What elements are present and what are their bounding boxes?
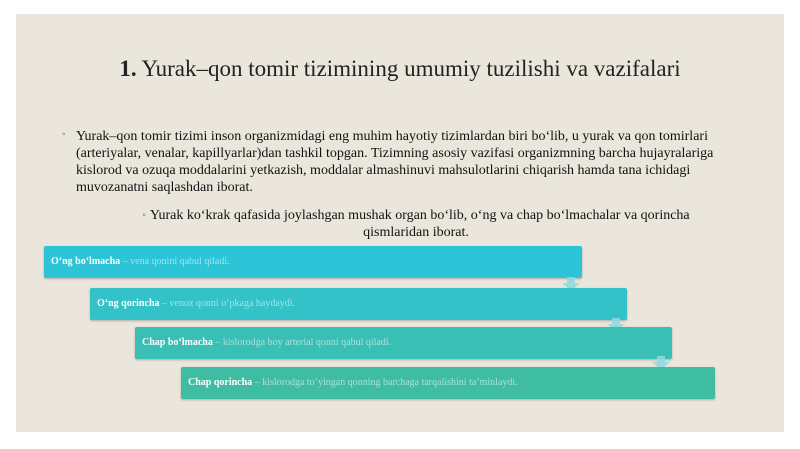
bullet-paragraph-2 bbox=[116, 207, 716, 241]
process-step-right-ventricle bbox=[90, 288, 627, 320]
title-text: Yurak–qon tomir tizimining umumiy tuzilishi va vazifalari bbox=[141, 56, 681, 81]
step-description: vena qonini qabul qiladi. bbox=[130, 256, 230, 267]
step-separator: – bbox=[120, 256, 131, 267]
step-separator: – bbox=[212, 337, 223, 348]
step-description: kislorodga boy arterial qonni qabul qiladi. bbox=[222, 337, 392, 348]
process-step-left-atrium bbox=[135, 327, 672, 359]
bullet-text: Yurak koʻkrak qafasida joylashgan mushak organ boʻlib, oʻng va chap boʻlmachalar va qorincha qismlaridan iborat. bbox=[149, 208, 690, 240]
bullet-marker-icon: ◦ bbox=[62, 129, 66, 140]
step-name: Chap qorincha bbox=[188, 377, 253, 388]
step-separator: – bbox=[159, 298, 170, 309]
bullet-text: Yurak–qon tomir tizimi inson organizmidagi eng muhim hayotiy tizimlardan biri boʻlib, u yurak va qon tomirlari (arteriyalar, venalar, kapillyarlar)dan tashkil topgan. Tizimning asosiy vazifasi organizmning barcha hujayralariga kislorod va ozuqa moddalarini yetkazish, moddalar almashinuvi mahsulotlarini chiqarish hamda tana ichidagi muvozanatni saqlashdan iborat. bbox=[76, 129, 714, 195]
bullet-marker-icon: ◦ bbox=[142, 210, 146, 221]
bullet-paragraph-1 bbox=[62, 128, 736, 196]
step-separator: – bbox=[252, 377, 263, 388]
slide-title bbox=[16, 54, 784, 83]
title-number: 1. bbox=[119, 56, 137, 81]
process-step-right-atrium bbox=[44, 246, 582, 278]
step-description: venoz qonni oʻpkaga haydaydi. bbox=[169, 298, 296, 309]
step-name: Oʻng boʻlmacha bbox=[51, 256, 121, 267]
process-step-left-ventricle bbox=[181, 367, 715, 399]
step-name: Chap boʻlmacha bbox=[142, 337, 213, 348]
step-name: Oʻng qorincha bbox=[97, 298, 160, 309]
step-description: kislorodga toʻyingan qonning barchaga tarqalishini taʼminlaydi. bbox=[262, 377, 518, 388]
